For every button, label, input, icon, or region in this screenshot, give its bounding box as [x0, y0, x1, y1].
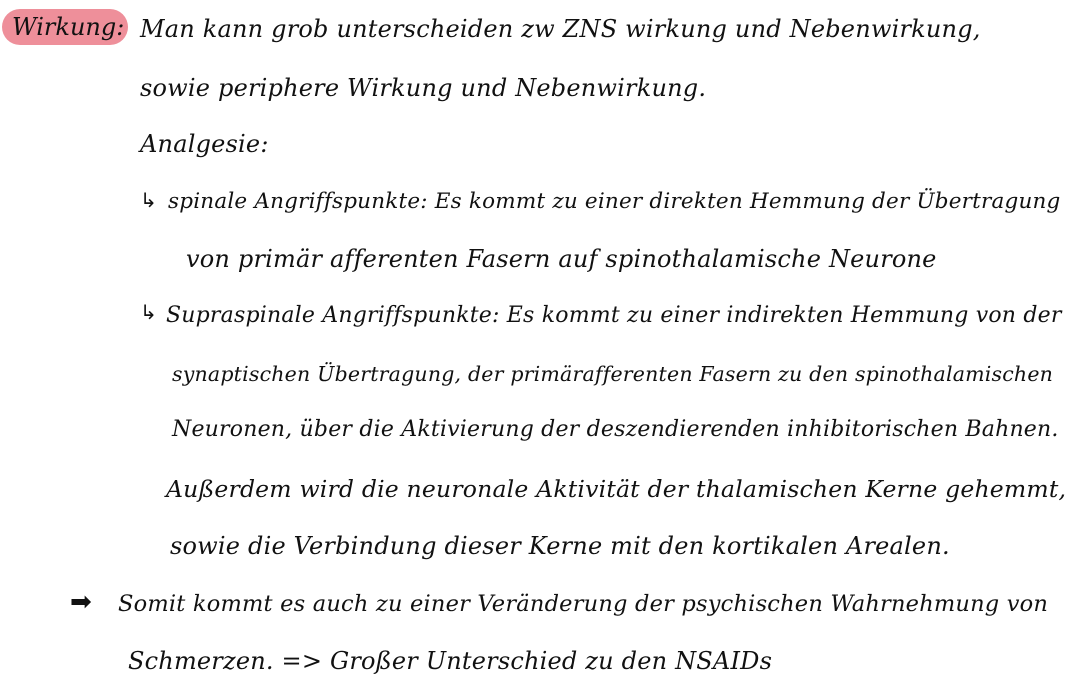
- text-line-conclusion-2: Schmerzen. => Großer Unterschied zu den NSAIDs: [128, 647, 773, 675]
- text-line-supraspinal-4: Außerdem wird die neuronale Aktivität der thalamischen Kerne gehemmt,: [166, 475, 1067, 503]
- bullet-arrow-icon: ↳: [140, 300, 157, 324]
- text-line-analgesie: Analgesie:: [140, 130, 269, 158]
- text-line-conclusion: Somit kommt es auch zu einer Veränderung der psychischen Wahrnehmung von: [118, 591, 1049, 617]
- text-line-spinal: spinale Angriffspunkte: Es kommt zu einer direkten Hemmung der Übertragung: [168, 189, 1061, 214]
- text-line-spinal-cont: von primär afferenten Fasern auf spinothalamische Neurone: [186, 245, 937, 273]
- text-line-supraspinal-3: Neuronen, über die Aktivierung der deszendierenden inhibitorischen Bahnen.: [172, 417, 1059, 442]
- text-line-1: Man kann grob unterscheiden zw ZNS wirkung und Nebenwirkung,: [140, 15, 981, 43]
- text-line-supraspinal-2: synaptischen Übertragung, der primärafferenten Fasern zu den spinothalamischen: [172, 362, 1054, 386]
- conclusion-arrow-icon: ➡: [70, 587, 92, 617]
- text-line-supraspinal: Supraspinale Angriffspunkte: Es kommt zu einer indirekten Hemmung von der: [166, 303, 1062, 328]
- bullet-arrow-icon: ↳: [140, 188, 157, 212]
- heading-wirkung: Wirkung:: [12, 13, 125, 41]
- text-line-2: sowie periphere Wirkung und Nebenwirkung.: [140, 74, 707, 102]
- text-line-supraspinal-5: sowie die Verbindung dieser Kerne mit den kortikalen Arealen.: [170, 532, 950, 560]
